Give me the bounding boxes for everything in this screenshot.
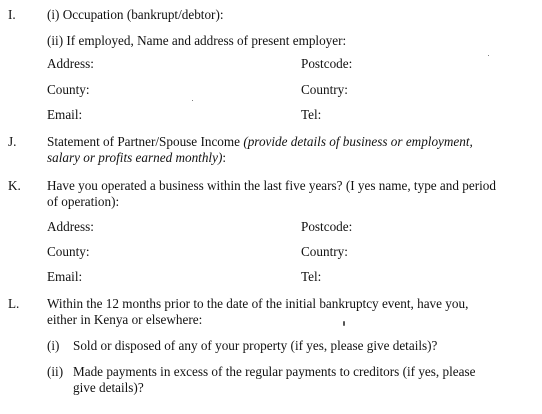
- postcode-label: Postcode:: [301, 56, 353, 71]
- bankruptcy-question: Within the 12 months prior to the date of the initial bankruptcy event, have you,: [47, 296, 469, 311]
- sub-question-ii-number: (ii): [47, 364, 64, 379]
- scan-speck: [192, 100, 193, 101]
- sub-question-ii-text: Made payments in excess of the regular payments to creditors (if yes, please: [73, 364, 476, 379]
- business-email-label: Email:: [47, 269, 83, 284]
- tel-label: Tel:: [301, 107, 322, 122]
- business-county-label: County:: [47, 244, 90, 259]
- county-label: County:: [47, 82, 90, 97]
- partner-income-statement: [47, 134, 473, 150]
- sub-question-i-text: Sold or disposed of any of your property (if yes, please give details)?: [73, 338, 438, 353]
- business-country-label: Country:: [301, 244, 348, 259]
- partner-income-text: Statement of Partner/Spouse Income: [47, 134, 244, 149]
- partner-income-hint-cont: salary or profits earned monthly): [47, 150, 223, 165]
- country-label: Country:: [301, 82, 348, 97]
- business-postcode-label: Postcode:: [301, 219, 353, 234]
- scan-speck: [343, 321, 345, 326]
- business-tel-label: Tel:: [301, 269, 322, 284]
- partner-income-statement-cont: [47, 150, 226, 166]
- section-l-letter: L.: [8, 296, 20, 311]
- email-label: Email:: [47, 107, 83, 122]
- business-question-cont: of operation):: [47, 194, 120, 209]
- business-question: Have you operated a business within the last five years? (I yes name, type and period: [47, 178, 496, 193]
- address-label: Address:: [47, 56, 94, 71]
- sub-question-i-number: (i): [47, 338, 60, 353]
- section-j-letter: J.: [8, 134, 17, 149]
- sub-question-ii-text-cont: give details)?: [73, 380, 144, 395]
- partner-income-hint: (provide details of business or employment,: [243, 134, 473, 149]
- occupation-question: (i) Occupation (bankrupt/debtor):: [47, 7, 224, 22]
- section-i-letter: I.: [8, 7, 16, 22]
- employer-question: (ii) If employed, Name and address of present employer:: [47, 33, 347, 48]
- scan-speck: [488, 55, 489, 56]
- bankruptcy-question-cont: either in Kenya or elsewhere:: [47, 312, 203, 327]
- section-k-letter: K.: [8, 178, 21, 193]
- business-address-label: Address:: [47, 219, 94, 234]
- partner-income-colon: :: [222, 150, 227, 165]
